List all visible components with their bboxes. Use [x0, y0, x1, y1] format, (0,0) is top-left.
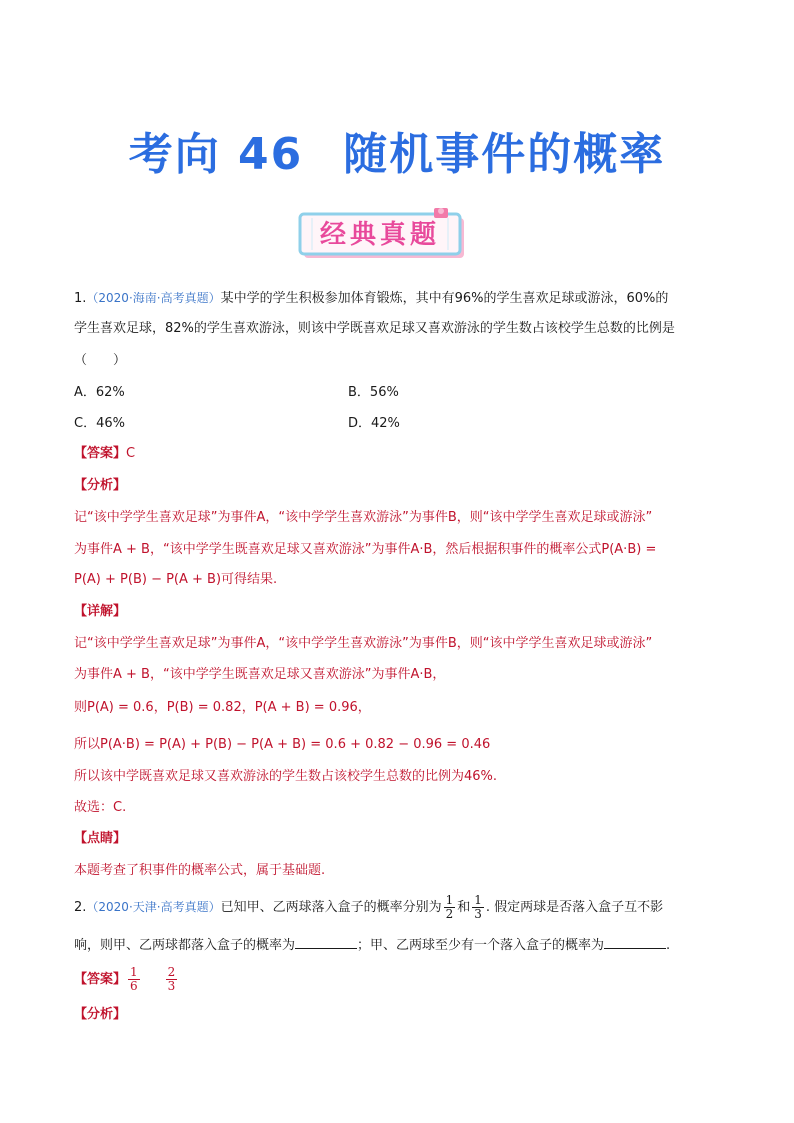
q1-detail-line3: 则P(A) = 0.6，P(B) = 0.82，P(A + B) = 0.96，: [74, 700, 371, 715]
q1-option-b: B．56%: [348, 385, 399, 400]
q2-blank-1: [295, 936, 357, 949]
q2-number: 2.: [74, 900, 87, 915]
q1-paren: （ ）: [74, 353, 127, 368]
q2-fraction-third: $\frac{1}{3}$: [474, 893, 482, 921]
q1-source: （2020·海南·高考真题）: [86, 291, 221, 305]
q1-detail-label: 【详解】: [74, 604, 127, 619]
section-badge-label: 经典真题: [319, 220, 440, 250]
title-topic: 随机事件的概率: [343, 129, 666, 180]
q1-detail-line1: 记“该中学学生喜欢足球”为事件A，“该中学学生喜欢游泳”为事件B，则“该中学学生喜欢足球或游泳”: [74, 636, 653, 651]
q2-answer-2: $\frac{2}{3}$: [167, 965, 176, 993]
q1-analysis-line1: 记“该中学学生喜欢足球”为事件A，“该中学学生喜欢游泳”为事件B，则“该中学学生喜欢足球或游泳”: [74, 510, 653, 525]
q2-text-a1: 已知甲、乙两球落入盒子的概率分别为: [220, 900, 442, 915]
q2-text-a2: . 假定两球是否落入盒子互不影: [485, 900, 664, 915]
q1-option-c: C．46%: [74, 416, 125, 431]
q2-and: 和: [457, 900, 471, 915]
q1-detail-line4: 所以P(A·B) = P(A) + P(B) − P(A + B) = 0.6 + 0.82 − 0.96 = 0.46: [74, 737, 491, 752]
q1-detail-line5: 所以该中学既喜欢足球又喜欢游泳的学生数占该校学生总数的比例为46%.: [74, 769, 498, 784]
q1-option-d: D．42%: [348, 416, 400, 431]
page-title: [0, 118, 794, 182]
q2-answer-1: $\frac{1}{6}$: [130, 965, 138, 993]
q2-stem-line2: 响，则甲、乙两球都落入盒子的概率为 ；甲、乙两球至少有一个落入盒子的概率为 .: [74, 938, 671, 953]
q1-comment-label: 【点睛】: [74, 831, 127, 846]
q2-fraction-half: $\frac{1}{2}$: [445, 893, 454, 921]
q1-detail-line2: 为事件A + B，“该中学学生既喜欢足球又喜欢游泳”为事件A·B，: [74, 667, 446, 682]
q2-answer: [74, 964, 179, 996]
q2-analysis-label: 【分析】: [74, 1007, 127, 1022]
q1-text-a: 某中学的学生积极参加体育锻炼，其中有96%的学生喜欢足球或游泳，60%的: [220, 291, 669, 306]
q2-blank-2: [604, 936, 666, 949]
q1-comment: 本题考查了积事件的概率公式，属于基础题.: [74, 863, 326, 878]
q1-analysis-label: 【分析】: [74, 478, 127, 493]
q1-choose: 故选：C.: [74, 800, 127, 815]
q1-analysis-line2: 为事件A + B，“该中学学生既喜欢足球又喜欢游泳”为事件A·B，然后根据积事件的概率公式P(A·B) =: [74, 542, 657, 557]
q1-number: 1.: [74, 291, 87, 306]
title-number: 考向 46: [128, 129, 304, 180]
q1-stem-line1: [74, 288, 668, 309]
q2-answer-label: 【答案】: [74, 972, 127, 987]
q2-source: （2020·天津·高考真题）: [86, 900, 221, 914]
q1-option-a: A．62%: [74, 385, 125, 400]
q1-answer: [74, 444, 135, 464]
q2-stem-line1: [74, 893, 663, 922]
q1-analysis-line3: P(A) + P(B) − P(A + B)可得结果.: [74, 572, 278, 587]
q1-stem-line2: 学生喜欢足球，82%的学生喜欢游泳，则该中学既喜欢足球又喜欢游泳的学生数占该校学生总数的比例是: [74, 321, 675, 336]
q1-answer-label: 【答案】: [74, 446, 127, 461]
q1-answer-value: C: [126, 446, 136, 461]
